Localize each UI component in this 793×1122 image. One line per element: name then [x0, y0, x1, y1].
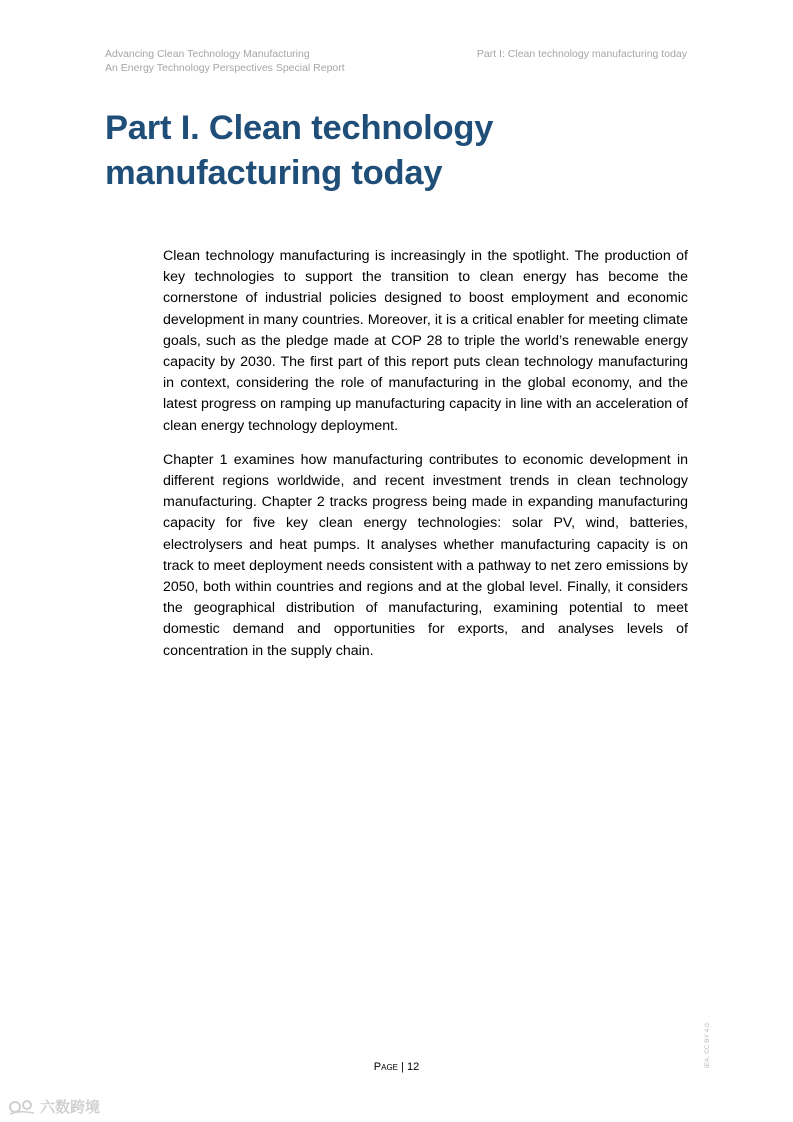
watermark-text: 六数跨境: [40, 1099, 101, 1116]
body-text: [163, 246, 688, 675]
paragraph: Chapter 1 examines how manufacturing contributes to economic development in different regions worldwide, and recent investment trends in clean technology manufacturing. Chapter 2 tracks progress being made in expanding manufacturing capacity for five key clean energy technologies: solar PV, wind, batteries, electrolysers and heat pumps. It analyses whether manufacturing capacity is on track to meet deployment needs consistent with a pathway to net zero emissions by 2050, both within countries and regions and at the global level. Finally, it considers the geographical distribution of manufacturing, examining potential to meet domestic demand and opportunities for exports, and analyses levels of concentration in the supply chain.: [163, 451, 688, 659]
report-title: Advancing Clean Technology Manufacturing: [105, 48, 310, 60]
part-title-line2: manufacturing today: [105, 154, 443, 192]
running-header-left: [105, 47, 345, 75]
page-separator: |: [401, 1061, 404, 1073]
part-title-line1: Part I. Clean technology: [105, 109, 494, 147]
part-title: [105, 106, 705, 196]
watermark-logo-icon: [8, 1098, 36, 1116]
page-number: 12: [406, 1061, 420, 1073]
running-header-right: Part I: Clean technology manufacturing today: [476, 48, 687, 60]
report-subtitle: An Energy Technology Perspectives Special Report: [105, 62, 345, 74]
page-footer: [0, 1061, 793, 1073]
watermark: [8, 1096, 100, 1117]
license-note: IEA. CC BY 4.0.: [704, 1021, 711, 1068]
page-label: Page: [373, 1061, 398, 1073]
paragraph: Clean technology manufacturing is increasingly in the spotlight. The production of key technologies to support the transition to clean energy has become the cornerstone of industrial policies designed to boost employment and economic development in many countries. Moreover, it is a critical enabler for meeting climate goals, such as the pledge made at COP 28 to triple the world’s renewable energy capacity by 2030. The first part of this report puts clean technology manufacturing in context, considering the role of manufacturing in the global economy, and the latest progress on ramping up manufacturing capacity in line with an acceleration of clean energy technology deployment.: [163, 248, 688, 434]
